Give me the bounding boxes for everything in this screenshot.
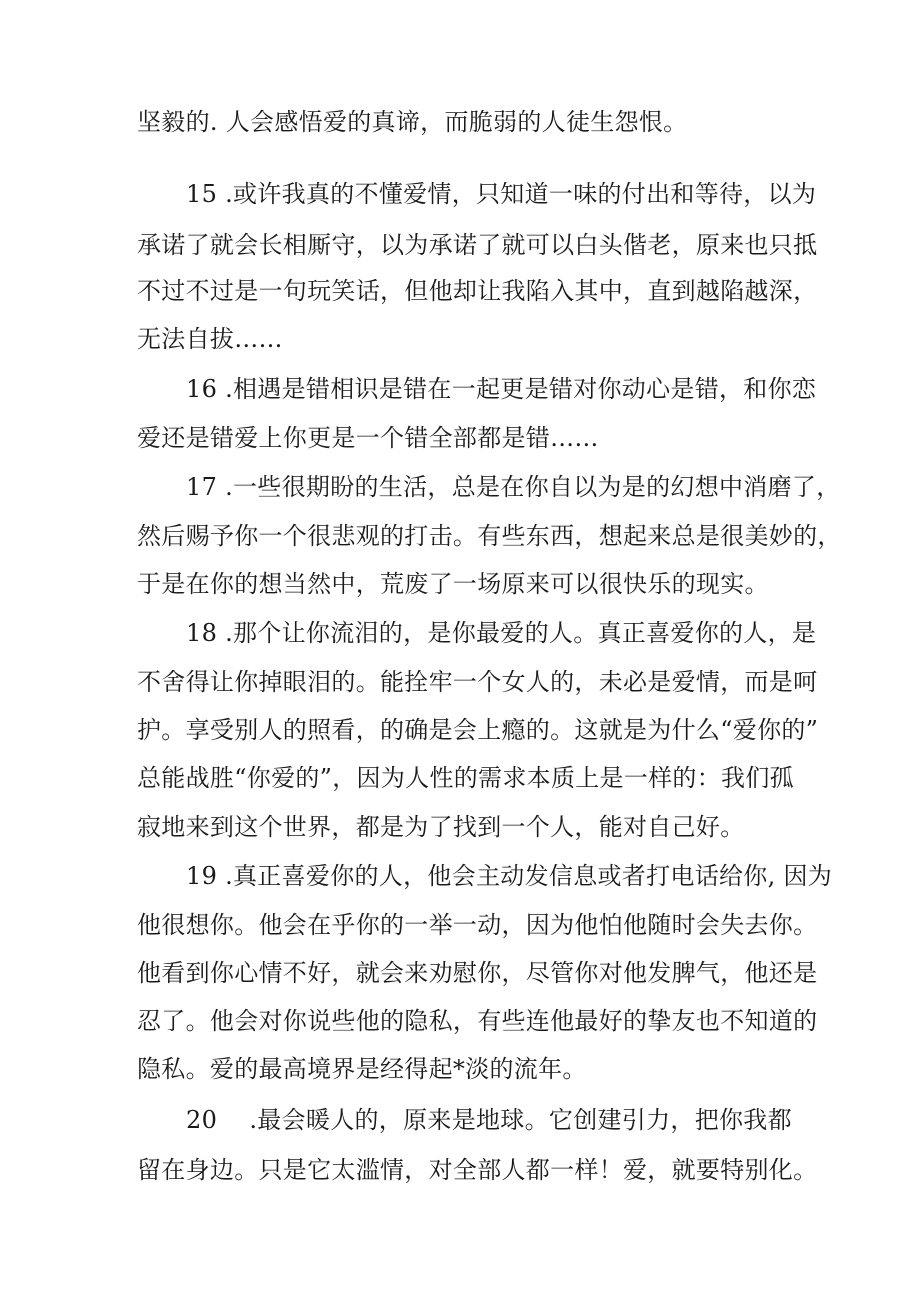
paragraph-15-line-2: 承诺了就会长相厮守，以为承诺了就可以白头偕老，原来也只抵 <box>137 231 818 259</box>
paragraph-19-line-5: 隐私。爱的最高境界是经得起*淡的流年。 <box>137 1055 587 1083</box>
paragraph-14-line-1: 坚毅的. 人会感悟爱的真谛，而脆弱的人徒生怨恨。 <box>137 108 688 136</box>
paragraph-17-line-3: 于是在你的想当然中，荒废了一场原来可以很快乐的现实。 <box>137 570 769 598</box>
paragraph-17-line-1: 17 .一些很期盼的生活，总是在你自以为是的幻想中消磨了， <box>186 473 841 501</box>
paragraph-15-line-3: 不过不过是一句玩笑话，但他却让我陷入其中，直到越陷越深， <box>137 277 818 305</box>
paragraph-18-line-2: 不舍得让你掉眼泪的。能拴牢一个女人的，未必是爱情，而是呵 <box>137 668 818 696</box>
paragraph-18-line-1: 18 .那个让你流泪的，是你最爱的人。真正喜爱你的人，是 <box>186 619 817 647</box>
paragraph-19-line-3: 他看到你心情不好，就会来劝慰你，尽管你对他发脾气，他还是 <box>137 959 818 987</box>
paragraph-20-line-2: 留在身边。只是它太滥情，对全部人都一样！爱，就要特别化。 <box>137 1156 818 1184</box>
paragraph-17-line-2: 然后赐予你一个很悲观的打击。有些东西，想起来总是很美妙的， <box>137 522 842 550</box>
paragraph-19-line-4: 忍了。他会对你说些他的隐私，有些连他最好的挚友也不知道的 <box>137 1007 818 1035</box>
paragraph-16-line-2: 爱还是错爱上你更是一个错全部都是错…… <box>137 424 599 452</box>
paragraph-18-line-3: 护。享受别人的照看，的确是会上瘾的。这就是为什么“爱你的” <box>137 716 819 744</box>
paragraph-16-line-1: 16 .相遇是错相识是错在一起更是错对你动心是错，和你恋 <box>186 375 817 403</box>
paragraph-15-line-4: 无法自拔…… <box>137 325 283 353</box>
paragraph-15-line-1: 15 .或许我真的不懂爱情，只知道一味的付出和等待，以为 <box>186 180 817 208</box>
paragraph-19-line-2: 他很想你。他会在乎你的一举一动，因为他怕他随时会失去你。 <box>137 911 818 939</box>
paragraph-19-line-1: 19 .真正喜爱你的人，他会主动发信息或者打电话给你, 因为 <box>186 862 833 890</box>
paragraph-18-line-4: 总能战胜“你爱的”，因为人性的需求本质上是一样的：我们孤 <box>137 764 794 792</box>
paragraph-18-line-5: 寂地来到这个世界，都是为了找到一个人，能对自己好。 <box>137 813 745 841</box>
paragraph-20-line-1: 20 .最会暖人的，原来是地球。它创建引力，把你我都 <box>186 1106 792 1134</box>
